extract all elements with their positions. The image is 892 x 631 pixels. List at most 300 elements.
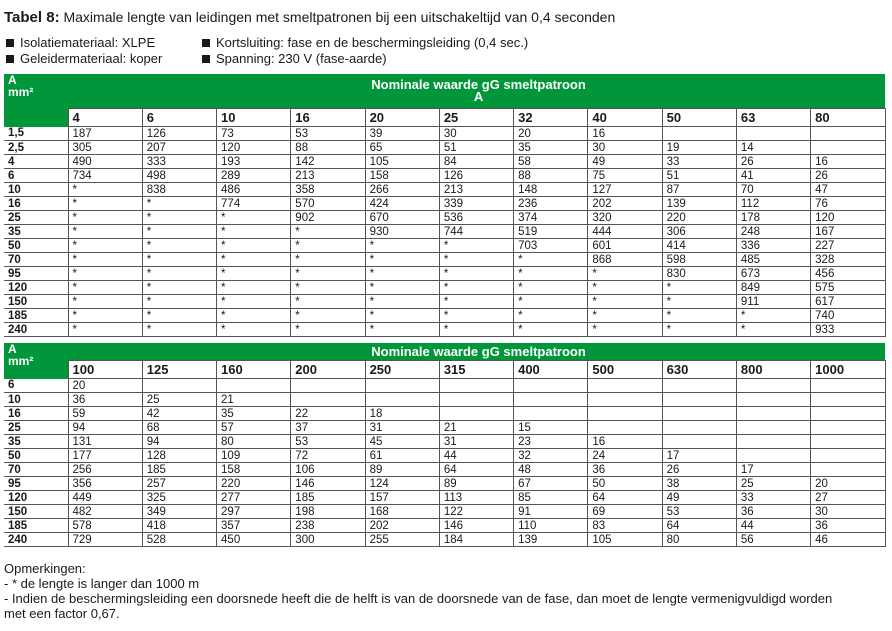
table-cell: * — [365, 323, 439, 337]
row-label: 185 — [4, 519, 68, 533]
table-row — [4, 491, 885, 505]
bullet-icon — [6, 39, 14, 47]
table-cell — [365, 379, 439, 393]
table-row — [4, 379, 885, 393]
table-cell: 198 — [291, 505, 365, 519]
table-cell: * — [514, 309, 588, 323]
table-cell: 482 — [68, 505, 142, 519]
table-cell: * — [662, 323, 736, 337]
table-cell: 126 — [142, 127, 216, 141]
bullet-icon — [202, 55, 210, 63]
table-cell: 236 — [514, 197, 588, 211]
table-cell: * — [291, 295, 365, 309]
table-cell: 142 — [291, 155, 365, 169]
bullet-icon — [202, 39, 210, 47]
table-cell: 37 — [291, 421, 365, 435]
table-cell: 69 — [588, 505, 662, 519]
table-cell: 112 — [736, 197, 810, 211]
table-row — [4, 127, 885, 141]
column-header: 100 — [68, 361, 142, 379]
table-cell: 58 — [514, 155, 588, 169]
table-cell: 109 — [217, 449, 291, 463]
table-cell: 49 — [662, 491, 736, 505]
table-cell: 35 — [514, 141, 588, 155]
table-cell: 36 — [811, 519, 885, 533]
table-cell: 358 — [291, 183, 365, 197]
table-row — [4, 533, 885, 547]
header-title — [68, 74, 885, 109]
table-cell: 31 — [365, 421, 439, 435]
row-label: 6 — [4, 379, 68, 393]
table-cell: * — [217, 281, 291, 295]
table-cell: * — [514, 253, 588, 267]
table-cell — [811, 393, 885, 407]
table-cell: 25 — [736, 477, 810, 491]
row-label: 2,5 — [4, 141, 68, 155]
row-label: 240 — [4, 533, 68, 547]
unit-a-label: A — [8, 343, 17, 356]
table-cell: * — [365, 309, 439, 323]
table-cell: 601 — [588, 239, 662, 253]
table-cell: 88 — [291, 141, 365, 155]
table-cell: 148 — [514, 183, 588, 197]
table-cell: 456 — [811, 267, 885, 281]
table-cell: * — [439, 253, 513, 267]
table-cell: 94 — [68, 421, 142, 435]
table-cell: 44 — [439, 449, 513, 463]
column-header: 800 — [736, 361, 810, 379]
table-cell: 670 — [365, 211, 439, 225]
table-cell — [291, 379, 365, 393]
table-cell: 49 — [588, 155, 662, 169]
table-cell: 320 — [588, 211, 662, 225]
table-cell: 849 — [736, 281, 810, 295]
table-cell: 333 — [142, 155, 216, 169]
unit-a-label: A — [8, 74, 17, 87]
table-cell: * — [439, 239, 513, 253]
table-cell — [736, 407, 810, 421]
table-cell — [736, 435, 810, 449]
table-cell: 26 — [662, 463, 736, 477]
column-header: 200 — [291, 361, 365, 379]
table-cell: 519 — [514, 225, 588, 239]
table-cell: 528 — [142, 533, 216, 547]
table-cell: 20 — [68, 379, 142, 393]
table-cell: 578 — [68, 519, 142, 533]
table-cell: * — [736, 323, 810, 337]
table-cell — [662, 421, 736, 435]
row-label: 50 — [4, 449, 68, 463]
table-cell: * — [217, 323, 291, 337]
row-label: 120 — [4, 281, 68, 295]
row-label: 16 — [4, 407, 68, 421]
row-label: 150 — [4, 505, 68, 519]
row-label: 4 — [4, 155, 68, 169]
table-cell: * — [142, 323, 216, 337]
table-cell: 830 — [662, 267, 736, 281]
table-cell: 30 — [588, 141, 662, 155]
table-cell: 23 — [514, 435, 588, 449]
table-cell: * — [68, 253, 142, 267]
fuse-table-low — [4, 74, 886, 337]
row-label: 70 — [4, 463, 68, 477]
table-cell: * — [439, 267, 513, 281]
table-cell — [811, 449, 885, 463]
table-cell: 89 — [439, 477, 513, 491]
table-cell: 33 — [662, 155, 736, 169]
table-cell: 933 — [811, 323, 885, 337]
table-cell: * — [142, 309, 216, 323]
table-row — [4, 169, 885, 183]
row-label: 35 — [4, 435, 68, 449]
table-cell: * — [588, 309, 662, 323]
header-unit: A — [473, 89, 484, 104]
table-cell: 15 — [514, 421, 588, 435]
table-cell: 266 — [365, 183, 439, 197]
table-cell — [439, 407, 513, 421]
row-label: 10 — [4, 183, 68, 197]
table-cell: 356 — [68, 477, 142, 491]
table-cell — [514, 407, 588, 421]
column-header: 6 — [142, 109, 216, 127]
table-cell: 157 — [365, 491, 439, 505]
row-label: 150 — [4, 295, 68, 309]
table-cell: 36 — [588, 463, 662, 477]
column-header: 40 — [588, 109, 662, 127]
table-cell: 349 — [142, 505, 216, 519]
table-row — [4, 323, 885, 337]
row-label: 25 — [4, 421, 68, 435]
table-cell: * — [217, 295, 291, 309]
table-cell: * — [365, 239, 439, 253]
table-cell: 85 — [514, 491, 588, 505]
table-cell — [736, 449, 810, 463]
table-cell: 21 — [439, 421, 513, 435]
table-cell: 120 — [811, 211, 885, 225]
table-cell: * — [217, 225, 291, 239]
table-cell: 65 — [365, 141, 439, 155]
table-cell: * — [662, 295, 736, 309]
table-cell: 490 — [68, 155, 142, 169]
table-cell: 25 — [142, 393, 216, 407]
table-cell: 158 — [217, 463, 291, 477]
unit-corner — [4, 343, 68, 379]
table-cell: 158 — [365, 169, 439, 183]
table-cell: 289 — [217, 169, 291, 183]
table-cell: * — [217, 267, 291, 281]
unit-mm2-label: mm² — [8, 354, 34, 368]
table-cell: 297 — [217, 505, 291, 519]
table-cell: 220 — [662, 211, 736, 225]
table-cell: * — [662, 309, 736, 323]
table-cell: 61 — [365, 449, 439, 463]
table-cell — [811, 435, 885, 449]
table-cell: 207 — [142, 141, 216, 155]
column-header: 16 — [291, 109, 365, 127]
table-cell: 673 — [736, 267, 810, 281]
row-label: 25 — [4, 211, 68, 225]
table-cell: 177 — [68, 449, 142, 463]
table-cell: 83 — [588, 519, 662, 533]
table-cell — [662, 127, 736, 141]
table-cell: * — [514, 323, 588, 337]
table-cell: 42 — [142, 407, 216, 421]
table-cell: 124 — [365, 477, 439, 491]
table-cell: 498 — [142, 169, 216, 183]
table-cell: 450 — [217, 533, 291, 547]
table-cell: 414 — [662, 239, 736, 253]
table-cell: 20 — [811, 477, 885, 491]
table-cell: * — [588, 323, 662, 337]
table-cell: 930 — [365, 225, 439, 239]
table-cell: 256 — [68, 463, 142, 477]
table-cell: 89 — [365, 463, 439, 477]
table-cell: 729 — [68, 533, 142, 547]
table-cell: * — [68, 225, 142, 239]
table-cell: * — [439, 323, 513, 337]
table-cell: 146 — [439, 519, 513, 533]
table-cell: * — [142, 211, 216, 225]
column-header: 315 — [439, 361, 513, 379]
table-cell: 168 — [365, 505, 439, 519]
row-label: 10 — [4, 393, 68, 407]
table-cell: * — [514, 281, 588, 295]
row-label: 70 — [4, 253, 68, 267]
table-cell: 485 — [736, 253, 810, 267]
table-cell: * — [291, 281, 365, 295]
table-cell — [439, 379, 513, 393]
table-cell: 20 — [514, 127, 588, 141]
row-label: 16 — [4, 197, 68, 211]
table-cell: 740 — [811, 309, 885, 323]
table-row — [4, 421, 885, 435]
table-cell: 17 — [736, 463, 810, 477]
table-cell: 17 — [662, 449, 736, 463]
table-cell — [811, 127, 885, 141]
table-cell — [811, 463, 885, 477]
table-cell: 76 — [811, 197, 885, 211]
table-cell: 105 — [365, 155, 439, 169]
table-row — [4, 141, 885, 155]
table-cell — [588, 379, 662, 393]
table-cell: 598 — [662, 253, 736, 267]
table-cell: * — [514, 295, 588, 309]
table-cell: * — [291, 267, 365, 281]
column-header: 1000 — [811, 361, 885, 379]
table-cell: 16 — [588, 435, 662, 449]
table-cell: 84 — [439, 155, 513, 169]
caption-label: Tabel 8: — [4, 9, 60, 26]
table-cell: 56 — [736, 533, 810, 547]
column-header: 10 — [217, 109, 291, 127]
table-cell: 122 — [439, 505, 513, 519]
prop-conductor: Geleidermateriaal: koper — [20, 51, 163, 66]
table-row — [4, 239, 885, 253]
column-header: 630 — [662, 361, 736, 379]
table-cell: * — [142, 281, 216, 295]
table-cell: * — [514, 267, 588, 281]
table-cell: 36 — [68, 393, 142, 407]
table-cell: 220 — [217, 477, 291, 491]
table-cell: * — [68, 239, 142, 253]
table-cell: 575 — [811, 281, 885, 295]
table-cell — [811, 421, 885, 435]
table-cell: * — [68, 183, 142, 197]
notes-heading: Opmerkingen: — [4, 561, 86, 576]
table-cell: * — [142, 225, 216, 239]
table-cell — [588, 393, 662, 407]
table-cell: 193 — [217, 155, 291, 169]
table-cell: 31 — [439, 435, 513, 449]
table-row — [4, 449, 885, 463]
table-cell: * — [439, 295, 513, 309]
unit-corner — [4, 74, 68, 127]
table-cell: 339 — [439, 197, 513, 211]
table-cell: 80 — [217, 435, 291, 449]
table-cell: * — [439, 281, 513, 295]
table-cell: 44 — [736, 519, 810, 533]
table-cell: 36 — [736, 505, 810, 519]
table-cell: 16 — [811, 155, 885, 169]
column-header: 500 — [588, 361, 662, 379]
table-cell: 257 — [142, 477, 216, 491]
table-cell: 213 — [439, 183, 513, 197]
table-cell: 47 — [811, 183, 885, 197]
table-cell — [365, 393, 439, 407]
table-cell — [514, 379, 588, 393]
table-cell: 64 — [662, 519, 736, 533]
table-cell: 51 — [439, 141, 513, 155]
table-row — [4, 281, 885, 295]
table-cell: 146 — [291, 477, 365, 491]
table-cell: 64 — [588, 491, 662, 505]
unit-mm2-label: mm² — [8, 85, 34, 99]
table-cell: 106 — [291, 463, 365, 477]
table-cell — [439, 393, 513, 407]
table-cell — [736, 127, 810, 141]
column-header: 32 — [514, 109, 588, 127]
table-cell: 139 — [514, 533, 588, 547]
row-label: 1,5 — [4, 127, 68, 141]
table-cell: * — [291, 253, 365, 267]
table-cell: 68 — [142, 421, 216, 435]
table-cell: 41 — [736, 169, 810, 183]
table-cell: 67 — [514, 477, 588, 491]
prop-insulation: Isolatiemateriaal: XLPE — [20, 35, 156, 50]
table-cell: 80 — [662, 533, 736, 547]
note-item: - * de lengte is langer dan 1000 m — [4, 576, 200, 591]
table-cell: 51 — [662, 169, 736, 183]
table-cell: 328 — [811, 253, 885, 267]
table-cell: 38 — [662, 477, 736, 491]
table-cell: 26 — [736, 155, 810, 169]
table-cell: 113 — [439, 491, 513, 505]
table-row — [4, 225, 885, 239]
table-cell: * — [588, 267, 662, 281]
table-row — [4, 435, 885, 449]
table-row — [4, 463, 885, 477]
table-row — [4, 155, 885, 169]
table-cell: * — [142, 295, 216, 309]
table-cell: 424 — [365, 197, 439, 211]
row-label: 6 — [4, 169, 68, 183]
table-cell: 88 — [514, 169, 588, 183]
table-cell: * — [365, 267, 439, 281]
table-cell: 72 — [291, 449, 365, 463]
table-cell: 536 — [439, 211, 513, 225]
table-caption — [4, 9, 615, 26]
table-row — [4, 477, 885, 491]
table-cell: 19 — [662, 141, 736, 155]
table-cell: 306 — [662, 225, 736, 239]
table-cell: 305 — [68, 141, 142, 155]
properties-list — [4, 35, 528, 67]
table-cell: 48 — [514, 463, 588, 477]
table-cell: 300 — [291, 533, 365, 547]
prop-voltage: Spanning: 230 V (fase-aarde) — [216, 51, 387, 66]
table-cell — [291, 393, 365, 407]
table-cell: * — [142, 253, 216, 267]
table-cell: 202 — [365, 519, 439, 533]
table-cell: 486 — [217, 183, 291, 197]
table-cell: 24 — [588, 449, 662, 463]
table-cell — [736, 421, 810, 435]
table-cell: 202 — [588, 197, 662, 211]
table-cell — [217, 379, 291, 393]
table-cell: 57 — [217, 421, 291, 435]
table-cell: * — [365, 295, 439, 309]
table-cell: 617 — [811, 295, 885, 309]
table-cell: 911 — [736, 295, 810, 309]
table-cell: 120 — [217, 141, 291, 155]
table-cell — [736, 393, 810, 407]
notes — [4, 561, 888, 621]
table-cell: 91 — [514, 505, 588, 519]
table-cell: 87 — [662, 183, 736, 197]
table-cell: * — [365, 281, 439, 295]
bullet-icon — [6, 55, 14, 63]
table-cell: * — [588, 281, 662, 295]
table-row — [4, 295, 885, 309]
table-cell: 128 — [142, 449, 216, 463]
table-cell: * — [365, 253, 439, 267]
table-cell: * — [68, 197, 142, 211]
table-cell — [588, 421, 662, 435]
table-cell: 94 — [142, 435, 216, 449]
table-cell — [142, 379, 216, 393]
table-cell: 357 — [217, 519, 291, 533]
table-cell: 73 — [217, 127, 291, 141]
table-cell: * — [217, 211, 291, 225]
table-cell: * — [142, 239, 216, 253]
header-title-text: Nominale waarde gG smeltpatroon — [371, 343, 586, 359]
table-cell: * — [662, 281, 736, 295]
table-cell: * — [291, 309, 365, 323]
table-cell: 868 — [588, 253, 662, 267]
table-cell: 131 — [68, 435, 142, 449]
table-cell — [811, 407, 885, 421]
row-label: 185 — [4, 309, 68, 323]
table-cell: 255 — [365, 533, 439, 547]
table-row — [4, 183, 885, 197]
table-cell: 39 — [365, 127, 439, 141]
table-cell: 336 — [736, 239, 810, 253]
row-label: 95 — [4, 477, 68, 491]
table-cell: 570 — [291, 197, 365, 211]
table-cell: * — [217, 309, 291, 323]
table-cell: 838 — [142, 183, 216, 197]
table-row — [4, 267, 885, 281]
